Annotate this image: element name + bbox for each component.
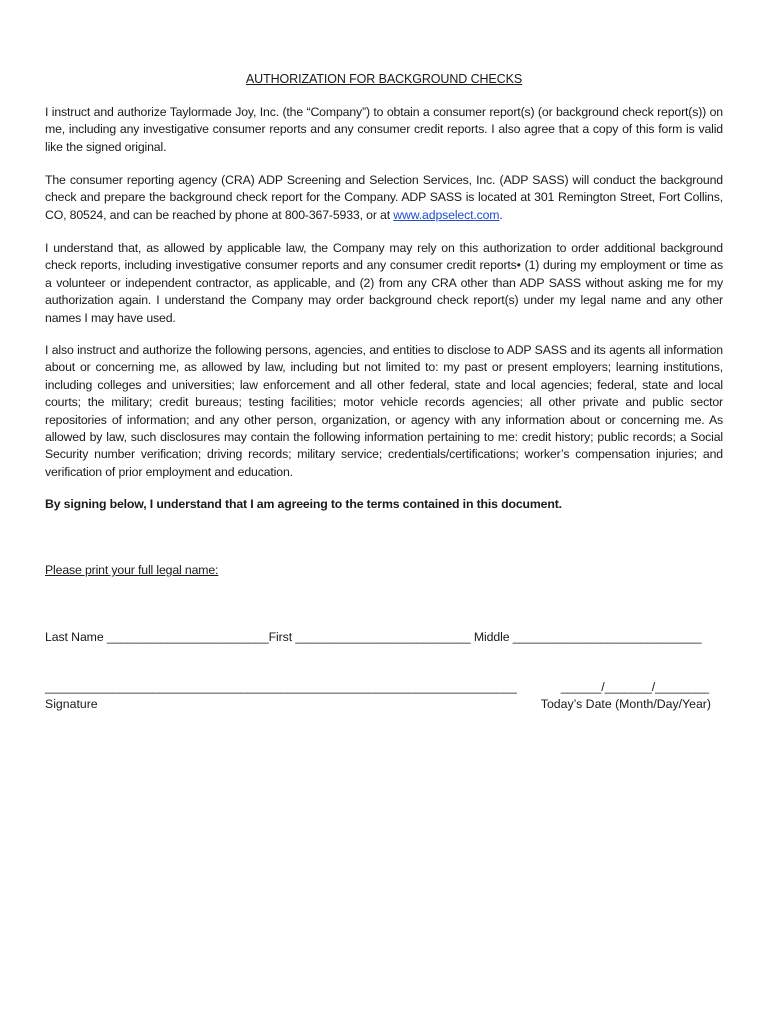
agreement-statement: By signing below, I understand that I am agreeing to the terms contained in this document. xyxy=(45,497,562,511)
paragraph-cra-info xyxy=(45,172,723,224)
signature-label: Signature xyxy=(45,697,98,711)
paragraph-authorization: I instruct and authorize Taylormade Joy, Inc. (the “Company”) to obtain a consumer report(s) (or background check report(s)) on me, including any investigative consumer reports and any consumer credit reports. I also agree that a copy of this form is valid like the signed original. xyxy=(45,105,723,154)
date-label: Today’s Date (Month/Day/Year) xyxy=(540,697,711,711)
paragraph-disclosure: I also instruct and authorize the following persons, agencies, and entities to disclose to ADP SASS and its agents all information about or concerning me, as allowed by law, including but not limited to: my past or present employers; learning institutions, including colleges and universities; law enforcement and all other federal, state and local agencies; federal, state and local courts; the military; credit bureaus; testing facilities; motor vehicle records agencies; all other private and public sector repositories of information; and any other person, organization, or agency with any information about or concerning me. As allowed by law, such disclosures may contain the following information pertaining to me: credit history; public records; a Social Security number verification; driving records; military service; credentials/certifications; worker’s compensation injuries; and verification of prior employment and education. xyxy=(45,343,723,479)
date-field[interactable]: ______/_______/________ xyxy=(560,680,709,694)
name-fields-line[interactable]: Last Name ________________________First __________________________ Middle ____________________________ xyxy=(45,630,702,644)
adp-website-link[interactable]: www.adpselect.com xyxy=(393,207,500,222)
signature-field[interactable]: ______________________________________________________________________ xyxy=(45,680,517,694)
paragraph-additional-reports: I understand that, as allowed by applicable law, the Company may rely on this authorization to order additional background check reports, including investigative consumer reports and any consumer credit reports• (1) during my employment or time as a volunteer or independent contractor, as applicable, and (2) from any CRA other than ADP SASS without asking me for my authorization again. I understand the Company may order background check report(s) under my legal name and any other names I may have used. xyxy=(45,241,723,325)
paragraph-cra-text: The consumer reporting agency (CRA) ADP Screening and Selection Services, Inc. (ADP SASS) will conduct the background check and prepare the background check report for the Company. ADP SASS is located at 301 Remington Street, Fort Collins, CO, 80524, and can be reached by phone at 800-367-5933, or at xyxy=(45,173,723,222)
link-period: . xyxy=(499,207,503,222)
print-name-label: Please print your full legal name: xyxy=(45,563,219,577)
document-title: AUTHORIZATION FOR BACKGROUND CHECKS xyxy=(245,72,523,86)
